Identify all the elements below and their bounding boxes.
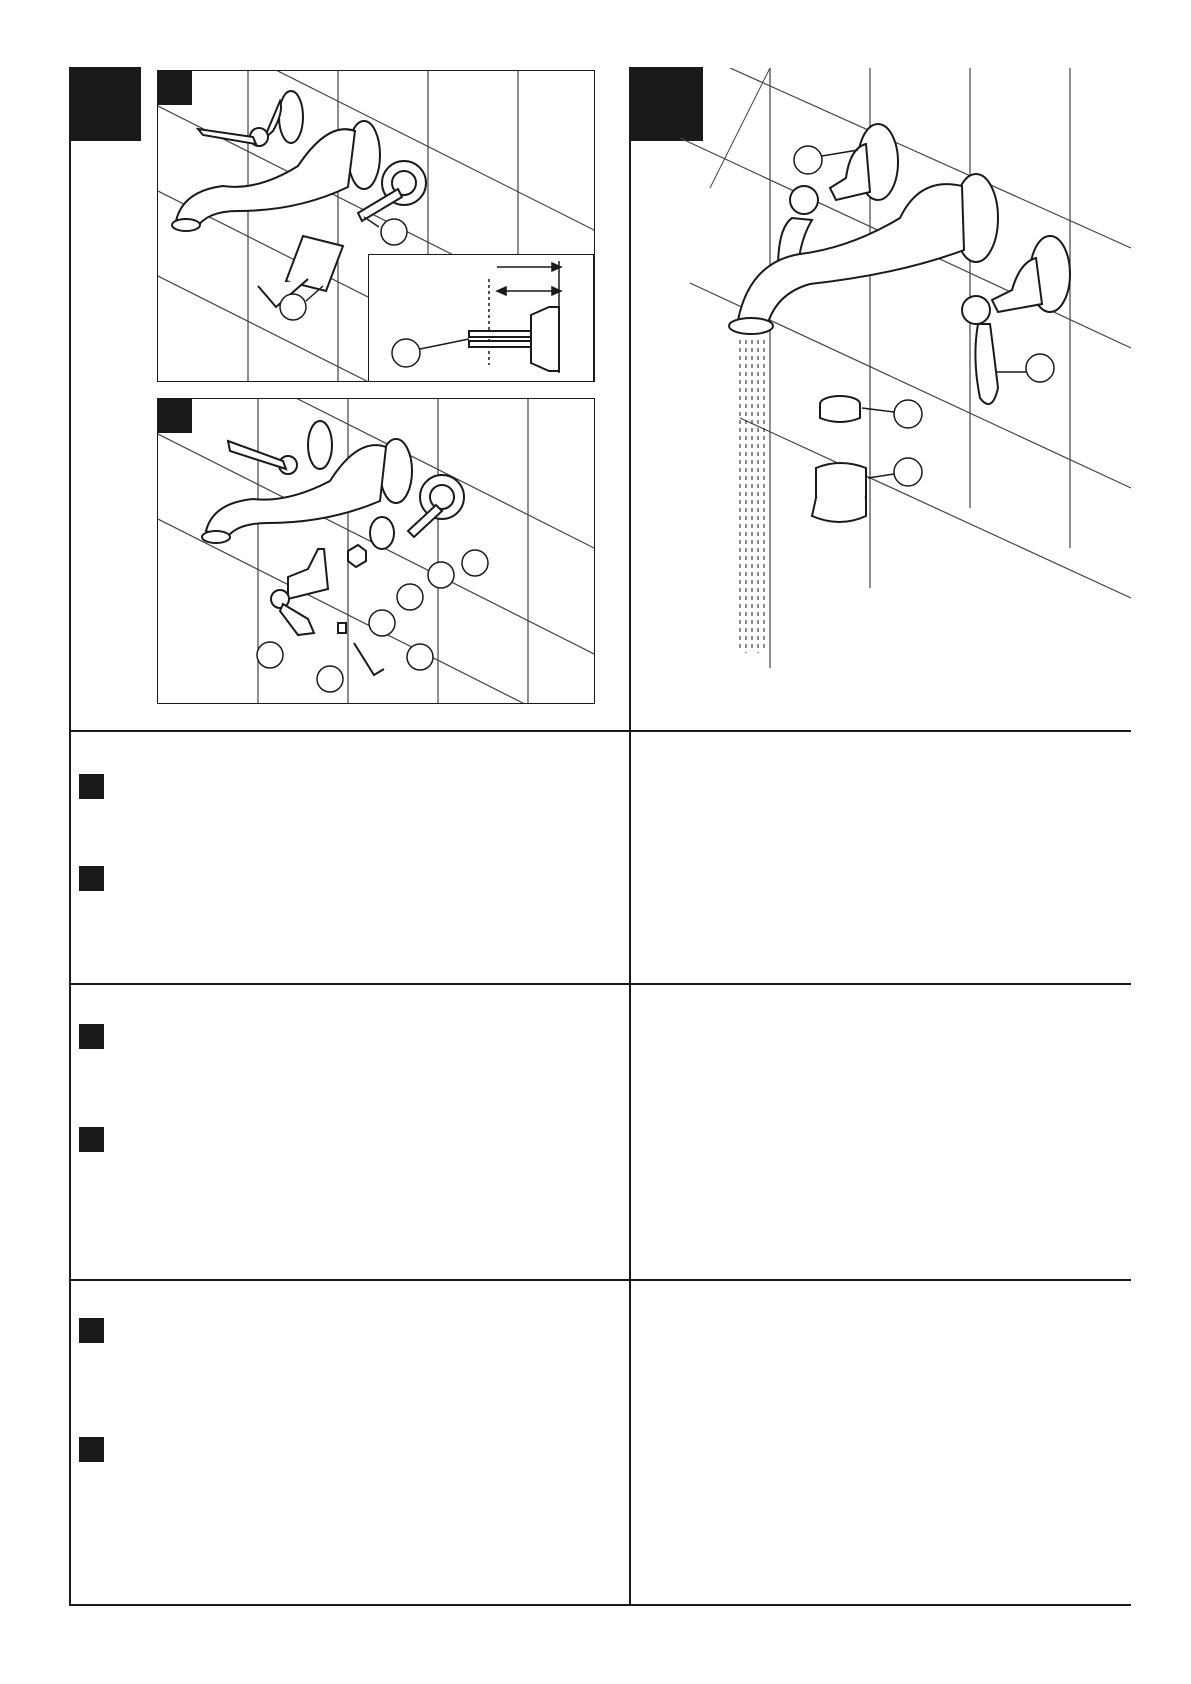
stem-length-inset [368,254,594,382]
step-marker-row1-a [79,774,104,799]
table-center-divider [629,67,631,1605]
step-marker-row2-b [79,1127,104,1152]
main-figure-drawing [680,68,1131,668]
row-divider-1 [69,730,1131,732]
step-marker-row3-b [79,1437,104,1462]
step-marker-row2-a [79,1024,104,1049]
illustration-panel-a [157,70,595,382]
panel-b-drawing [158,399,594,703]
inset-drawing [369,255,593,381]
illustration-panel-b [157,398,595,704]
main-faucet-figure [680,68,1131,668]
row-divider-bottom [69,1604,1131,1606]
table-left-border [69,67,71,1605]
step-marker-row1-b [79,866,104,891]
step-tab-left [70,67,141,141]
step-marker-row3-a [79,1318,104,1343]
row-divider-3 [69,1279,1131,1281]
row-divider-2 [69,983,1131,985]
